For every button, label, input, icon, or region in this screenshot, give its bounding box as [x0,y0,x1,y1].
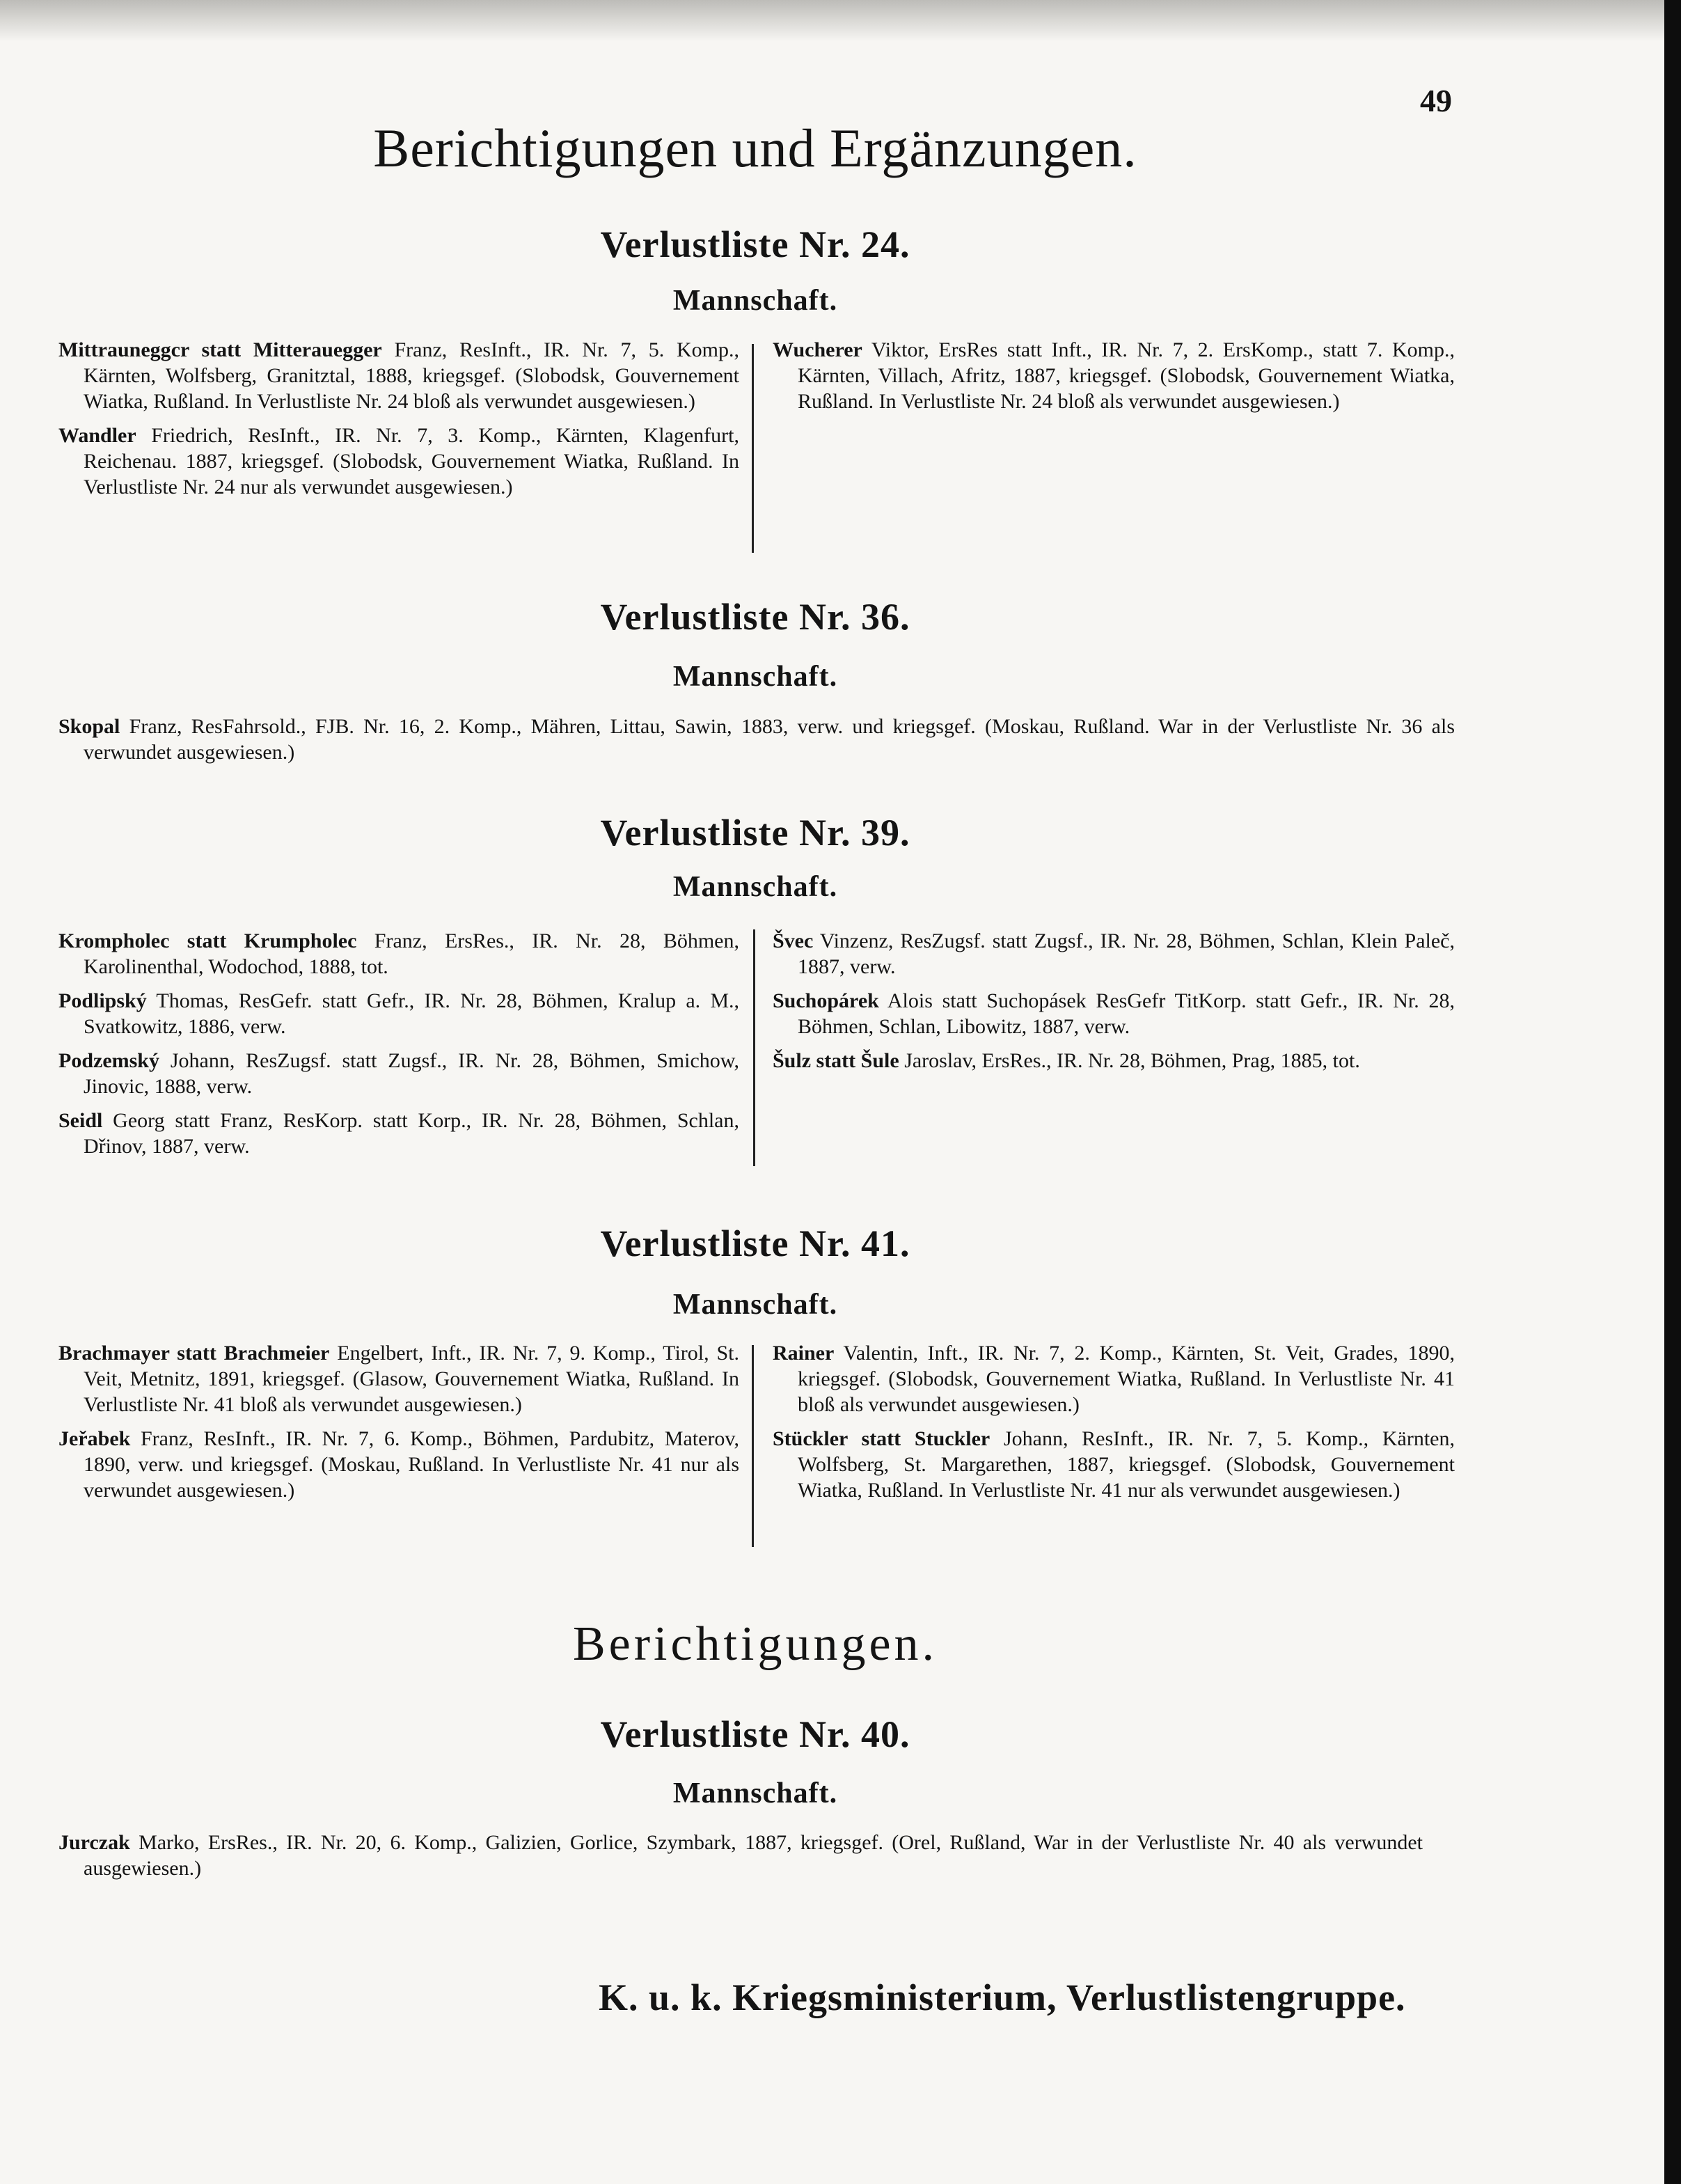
section-title-39: Verlustliste Nr. 39. [600,812,910,854]
entry-name: Brachmayer statt Brachmeier [58,1342,330,1365]
entry-text: Vinzenz, ResZugsf. statt Zugsf., IR. Nr. 28, Böhmen, Schlan, Klein Paleč, 1887, verw. [798,929,1455,978]
section-40-entries [58,1830,1423,1881]
entry-text: Johann, ResZugsf. statt Zugsf., IR. Nr. 28, Böhmen, Smichow, Jinovic, 1888, verw. [84,1049,739,1098]
entry-name: Suchopárek [773,989,879,1012]
section-39-right-column [773,928,1455,1082]
column-divider [752,344,754,553]
entry-text: Thomas, ResGefr. statt Gefr., IR. Nr. 28, Böhmen, Kralup a. M., Svatkowitz, 1886, verw. [84,989,739,1038]
section-39-left-column [58,928,739,1168]
entry-text: Viktor, ErsRes statt Inft., IR. Nr. 7, 2. ErsKomp., statt 7. Komp., Kärnten, Villach, Afritz, 1887, kriegsgef. (Slobodsk, Gouvernement Wiatka, Rußland. In Verlustliste Nr. 24 bloß als verwundet ausgewiesen.) [798,338,1455,413]
list-entry [58,1340,739,1417]
entry-text: Franz, ResInft., IR. Nr. 7, 5. Komp., Kärnten, Wolfsberg, Granitztal, 1888, kriegsgef. (Slobodsk, Gouvernement Wiatka, Rußland. In Verlustliste Nr. 24 bloß als verwundet ausgewiesen.) [84,338,739,413]
entry-name: Stückler statt Stuckler [773,1427,991,1450]
section-subtitle-40: Mannschaft. [672,1777,838,1809]
list-entry [58,714,1455,765]
section-subtitle-24: Mannschaft. [672,285,838,317]
entry-text: Jaroslav, ErsRes., IR. Nr. 28, Böhmen, Prag, 1885, tot. [899,1049,1360,1072]
column-divider [752,1345,754,1547]
scan-edge-right [1664,0,1681,2184]
entry-text: Franz, ResFahrsold., FJB. Nr. 16, 2. Komp., Mähren, Littau, Sawin, 1883, verw. und kriegsgef. (Moskau, Rußland. War in der Verlustliste Nr. 36 als verwundet ausgewiesen.) [84,715,1455,764]
entry-name: Krompholec statt Krumpholec [58,929,357,952]
entry-name: Jurczak [58,1831,130,1854]
entry-name: Šulz statt Šule [773,1049,899,1072]
list-entry [773,1048,1455,1074]
section-subtitle-41: Mannschaft. [672,1289,838,1321]
page-number: 49 [1420,83,1452,118]
entry-name: Jeřabek [58,1427,131,1450]
list-entry [58,337,739,414]
list-entry [58,1048,739,1099]
list-entry [58,988,739,1039]
list-entry [773,928,1455,980]
list-entry [773,1426,1455,1503]
list-entry [58,1108,739,1159]
section-24-right-column [773,337,1455,423]
column-divider [753,929,755,1166]
page-title: Berichtigungen und Ergänzungen. [373,118,1137,178]
entry-text: Friedrich, ResInft., IR. Nr. 7, 3. Komp., Kärnten, Klagenfurt, Reichenau. 1887, kriegsgef. (Slobodsk, Gouvernement Wiatka, Rußland. In Verlustliste Nr. 24 nur als verwundet ausgewiesen.) [84,424,739,498]
section-24-left-column [58,337,739,508]
entry-text: Valentin, Inft., IR. Nr. 7, 2. Komp., Kärnten, St. Veit, Grades, 1890, kriegsgef. (Slobodsk, Gouvernement Wiatka, Rußland. In Verlustliste Nr. 41 bloß als verwundet ausgewiesen.) [798,1342,1455,1416]
corrections-title: Berichtigungen. [572,1617,938,1671]
entry-text: Georg statt Franz, ResKorp. statt Korp., IR. Nr. 28, Böhmen, Schlan, Dřinov, 1887, verw. [84,1109,739,1158]
section-41-right-column [773,1340,1455,1511]
entry-name: Skopal [58,715,120,738]
entry-name: Podzemský [58,1049,159,1072]
entry-text: Alois statt Suchopásek ResGefr TitKorp. statt Gefr., IR. Nr. 28, Böhmen, Schlan, Libowitz, 1887, verw. [798,989,1455,1038]
publisher-signature: K. u. k. Kriegsministerium, Verlustlistengruppe. [599,1977,1406,2018]
entry-name: Seidl [58,1109,103,1132]
entry-text: Marko, ErsRes., IR. Nr. 20, 6. Komp., Galizien, Gorlice, Szymbark, 1887, kriegsgef. (Orel, Rußland, War in der Verlustliste Nr. 40 als verwundet ausgewiesen.) [84,1831,1423,1880]
list-entry [58,1426,739,1503]
section-41-left-column [58,1340,739,1511]
list-entry [58,423,739,500]
entry-name: Mittrauneggcr statt Mitterauegger [58,338,382,361]
section-36-entries [58,714,1455,765]
section-title-36: Verlustliste Nr. 36. [600,596,910,638]
list-entry [773,1340,1455,1417]
section-subtitle-39: Mannschaft. [672,871,838,903]
scan-shadow-top [0,0,1664,42]
list-entry [58,1830,1423,1881]
entry-name: Podlipský [58,989,147,1012]
section-title-41: Verlustliste Nr. 41. [600,1223,910,1264]
entry-text: Franz, ErsRes., IR. Nr. 28, Böhmen, Karolinenthal, Wodochod, 1888, tot. [84,929,739,978]
entry-name: Rainer [773,1342,835,1365]
entry-name: Švec [773,929,814,952]
entry-name: Wucherer [773,338,862,361]
section-title-40: Verlustliste Nr. 40. [600,1713,910,1755]
entry-text: Johann, ResInft., IR. Nr. 7, 5. Komp., Kärnten, Wolfsberg, St. Margarethen, 1887, kriegsgef. (Slobodsk, Gouvernement Wiatka, Rußland. In Verlustliste Nr. 41 nur als verwundet ausgewiesen.) [798,1427,1455,1502]
entry-text: Franz, ResInft., IR. Nr. 7, 6. Komp., Böhmen, Pardubitz, Materov, 1890, verw. und kriegsgef. (Moskau, Rußland. In Verlustliste Nr. 41 nur als verwundet ausgewiesen.) [84,1427,739,1502]
entry-text: Engelbert, Inft., IR. Nr. 7, 9. Komp., Tirol, St. Veit, Metnitz, 1891, kriegsgef. (Glasow, Gouvernement Wiatka, Rußland. In Verlustliste Nr. 41 bloß als verwundet ausgewiesen.) [84,1342,739,1416]
list-entry [773,988,1455,1039]
list-entry [58,928,739,980]
section-title-24: Verlustliste Nr. 24. [600,223,910,265]
list-entry [773,337,1455,414]
section-subtitle-36: Mannschaft. [672,661,838,693]
entry-name: Wandler [58,424,136,447]
